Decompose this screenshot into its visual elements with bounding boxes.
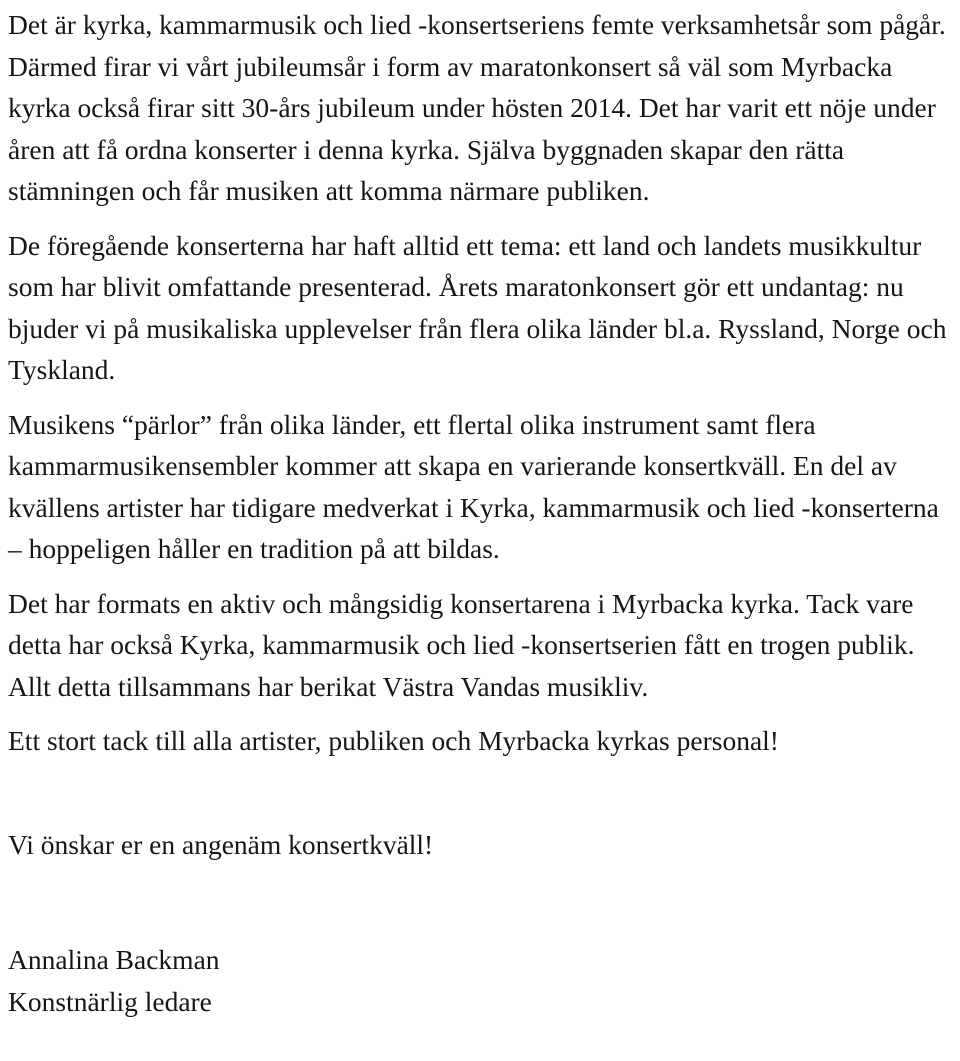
paragraph-intro: Det är kyrka, kammarmusik och lied -konsertseriens femte verksamhetsår som pågår. Därmed firar vi vårt jubileumsår i form av maratonkonsert så väl som Myrbacka kyrka också firar sitt 30-års jubileum under hösten 2014. Det har varit ett nöje under åren att få ordna konserter i denna kyrka. Själva byggnaden skapar den rätta stämningen och får musiken att komma närmare publiken. — [8, 9, 946, 206]
paragraph-thanks: Ett stort tack till alla artister, publiken och Myrbacka kyrkas personal! — [8, 725, 779, 756]
paragraph-arena: Det har formats en aktiv och mångsidig konsertarena i Myrbacka kyrka. Tack vare detta har också Kyrka, kammarmusik och lied -konsertserien fått en trogen publik. Allt detta tillsammans har berikat Västra Vandas musikliv. — [8, 587, 915, 702]
signature-name: Annalina Backman — [8, 944, 220, 975]
document-page — [8, 4, 956, 1022]
paragraph-themes: De föregående konserterna har haft alltid ett tema: ett land och landets musikkultur som har blivit omfattande presenterad. Årets maratonkonsert gör ett undantag: nu bjuder vi på musikaliska upplevelser från flera olika länder bl.a. Ryssland, Norge och Tyskland. — [8, 229, 947, 385]
closing-line: Vi önskar er en angenäm konsertkväll! — [8, 828, 434, 860]
signature-title: Konstnärlig ledare — [8, 985, 212, 1017]
paragraph-pearls: Musikens “pärlor” från olika länder, ett flertal olika instrument samt flera kammarmusikensembler kommer att skapa en varierande konsertkväll. En del av kvällens artister har tidigare medverkat i Kyrka, kammarmusik och lied -konserterna – hoppeligen håller en tradition på att bildas. — [8, 408, 939, 564]
